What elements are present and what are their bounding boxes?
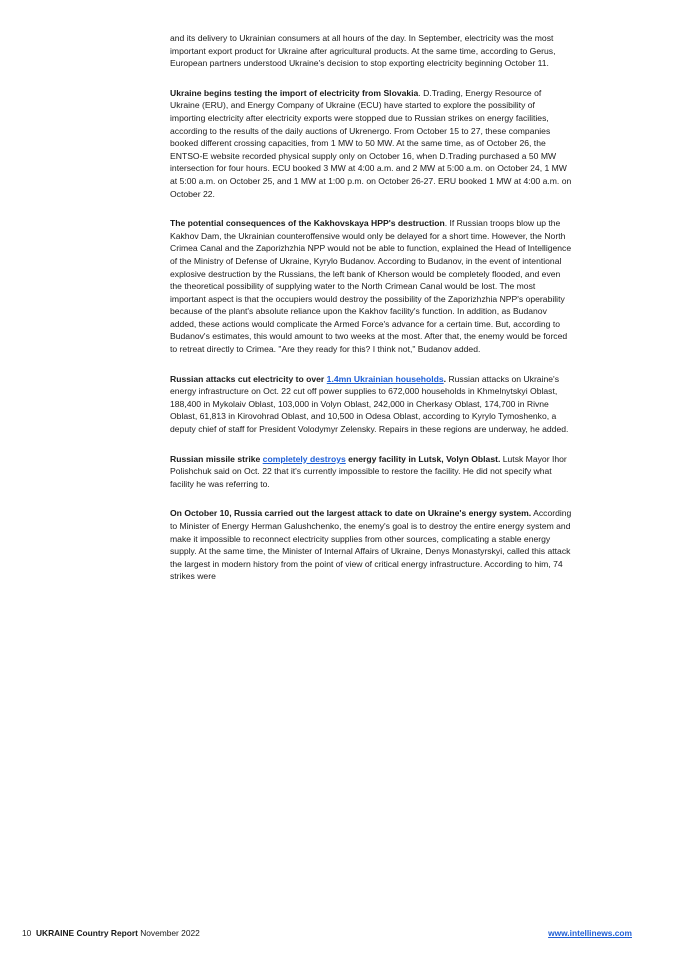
article-body bbox=[170, 32, 572, 600]
paragraph-kakhovskaya-hpp bbox=[170, 217, 572, 356]
heading-text: Russian missile strike bbox=[170, 453, 263, 464]
paragraph-heading: Ukraine begins testing the import of electricity from Slovakia bbox=[170, 87, 419, 98]
report-title: UKRAINE Country Report bbox=[35, 928, 138, 938]
paragraph-lutsk-strike bbox=[170, 453, 572, 491]
paragraph-text: According to Minister of Energy Herman Galushchenko, the enemy's goal is to destroy the entire energy system and make it impossible to reconnect electricity supplies from other sources, complicating a stable energy supply. At the same time, the Minister of Internal Affairs of Ukraine, Denys Monastyrskyi, called this attack the largest in modern history from the point of view of critical energy infrastructure. According to him, 74 strikes were bbox=[170, 508, 572, 582]
paragraph-text: Lutsk Mayor Ihor Polishchuk said on Oct. 22 that it's currently impossible to restore the facility. He did not specify what facility he was referring to. bbox=[170, 453, 567, 489]
paragraph-heading: The potential consequences of the Kakhovskaya HPP's destruction bbox=[170, 218, 445, 229]
website-link[interactable]: www.intellinews.com bbox=[548, 928, 632, 938]
paragraph-slovakia-imports bbox=[170, 87, 572, 200]
completely-destroys-link[interactable]: completely destroys bbox=[262, 453, 346, 464]
paragraph-text: . D.Trading, Energy Resource of Ukraine (ERU), and Energy Company of Ukraine (ECU) have started to explore the possibility of importing electricity after electricity exports were stopped due to Russian strikes on energy facilities, according to the results of the daily auctions of Ukrenergo. From October 15 to 27, these companies booked different crossing capacities, from 1 MW to 50 MW. At the same time, as of October 26, the ENTSO-E website recorded physical supply only on October 16, when D.Trading purchased a 50 MW intersection for four hours. ECU booked 3 MW at 4:00 a.m. and 2 MW at 5:00 a.m. on October 24, 1 MW at 5:00 a.m. on October 25, and 1 MW at 1:00 p.m. on October 26-27. ERU booked 1 MW at 4:00 a.m. on October 22. bbox=[170, 87, 572, 199]
paragraph-text: and its delivery to Ukrainian consumers at all hours of the day. In September, electricity was the most important export product for Ukraine after agricultural products. At the same time, according to Gerus, European partners understood Ukraine's decision to stop exporting electricity beginning October 11. bbox=[170, 33, 556, 69]
page-footer bbox=[22, 928, 632, 938]
paragraph-households-outage bbox=[170, 373, 572, 436]
households-link[interactable]: 1.4mn Ukrainian households bbox=[326, 373, 444, 384]
report-date: November 2022 bbox=[140, 928, 200, 938]
paragraph-october-10-attack bbox=[170, 507, 572, 583]
paragraph-text: Russian attacks on Ukraine's energy infrastructure on Oct. 22 cut off power supplies to 672,000 households in Khmelnytskyi Oblast, 188,400 in Mykolaiv Oblast, 103,000 in Volyn Oblast, 242,000 in Cherkasy Oblast, 174,700 in Rivne Oblast, 61,813 in Kirovohrad Oblast, and 10,500 in Odesa Oblast, according to Kyrylo Tymoshenko, a deputy chief of staff for President Volodymyr Zelensky. Repairs in these regions are underway, he added. bbox=[170, 373, 569, 435]
heading-text: Russian attacks cut electricity to over bbox=[170, 373, 327, 384]
paragraph-heading bbox=[170, 454, 500, 464]
paragraph-text: . If Russian troops blow up the Kakhov Dam, the Ukrainian counteroffensive would only be delayed for a short time. However, the North Crimea Canal and the Zaporizhzhia NPP would not be able to function, explained the Head of Intelligence of the Ministry of Defense of Ukraine, Kyrylo Budanov. According to Budanov, in the event of intentional explosive destruction by the Russians, the left bank of Kherson would be completely flooded, and even the theoretical possibility of supplying water to the North Crimean Canal would be lost. The most important aspect is that the occupiers would destroy the possibility of the Zaporizhzhia NPP's operability because of the plant's absolute reliance upon the Kakhov facility's function. In addition, as Budanov added, these actions would complicate the Armed Force's advance for a certain time. But, according to Budanov's estimates, this would amount to two weeks at the most. After that, the enemy would be forced to retreat directly to Crimea. "Are they ready for this? I think not," Budanov added. bbox=[170, 218, 572, 355]
paragraph-heading: On October 10, Russia carried out the largest attack to date on Ukraine's energy system. bbox=[170, 508, 532, 519]
paragraph-electricity-exports bbox=[170, 32, 572, 70]
paragraph-heading bbox=[170, 374, 446, 384]
footer-left bbox=[22, 928, 200, 938]
page-number: 10 bbox=[22, 928, 32, 938]
heading-text: energy facility in Lutsk, Volyn Oblast. bbox=[345, 453, 501, 464]
heading-text: . bbox=[443, 373, 447, 384]
